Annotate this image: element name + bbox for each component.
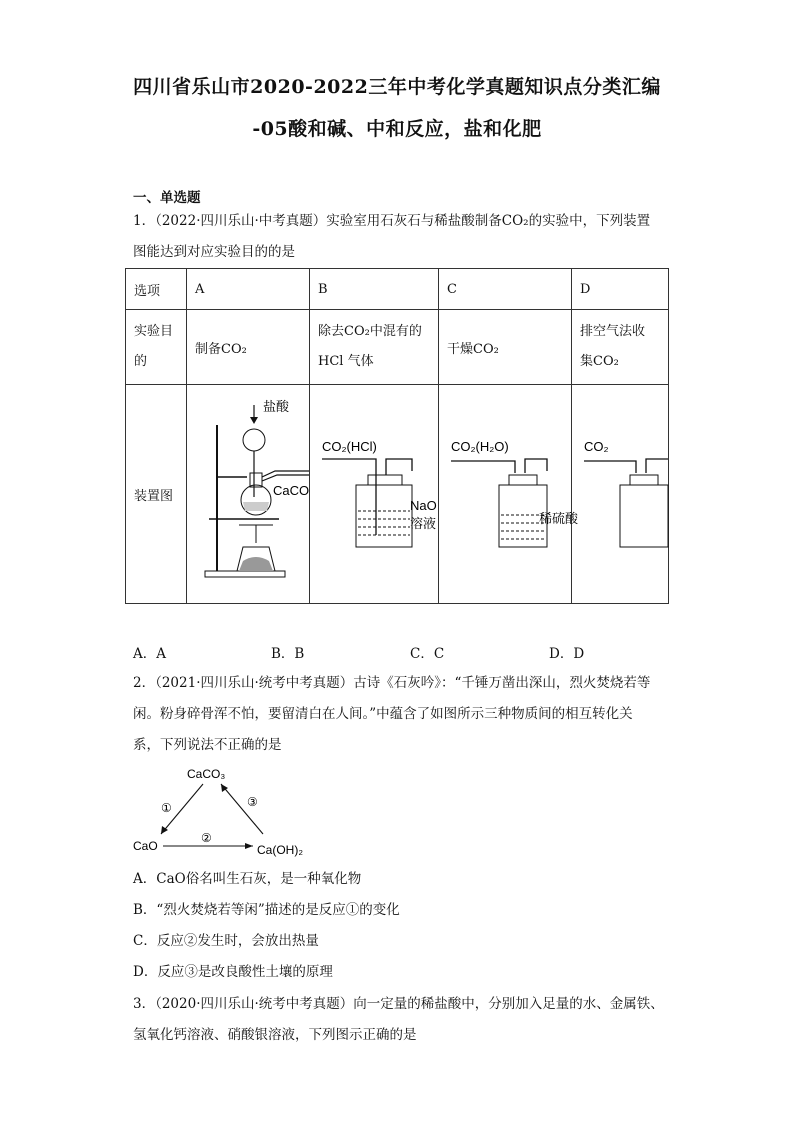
q3-stem-line-2: 氢氧化钙溶液、硝酸银溶液，下列图示正确的是 — [133, 1027, 417, 1043]
label-co2-d: CO₂ — [584, 439, 609, 454]
delivery-tube-inner — [262, 475, 309, 481]
gas-washing-bottle — [356, 485, 412, 547]
q1-answer-c: C．C — [410, 646, 445, 662]
q2-choice-a: A．CaO俗名叫生石灰，是一种氧化物 — [133, 871, 362, 887]
inlet-tube — [322, 459, 376, 535]
q1-stem-line-1: 1．（2022·四川乐山·中考真题）实验室用石灰石与稀盐酸制备CO₂的实验中，下列装置 — [133, 213, 651, 229]
apparatus-d-diagram — [572, 385, 668, 603]
q2-choice-d: D．反应③是改良酸性土壤的原理 — [133, 964, 333, 980]
label-caco3: CaCO — [273, 483, 310, 498]
row-header-apparatus: 装置图 — [126, 385, 187, 604]
apparatus-c-cell — [439, 385, 579, 604]
bottle-stopper-c — [509, 475, 537, 485]
q1-answer-b: B．B — [271, 646, 305, 662]
purpose-b-line-1: 除去CO₂中混有的 — [318, 324, 422, 339]
purpose-b-cell — [310, 310, 439, 385]
label-dilute-sulfuric-acid: 稀硫酸 — [539, 511, 579, 526]
q3-stem-line-1: 3．（2020·四川乐山·统考中考真题）向一定量的稀盐酸中，分别加入足量的水、金属铁、 — [133, 996, 664, 1012]
inlet-tube-short — [451, 461, 515, 473]
page-title-line-1: 四川省乐山市2020-2022三年中考化学真题知识点分类汇编 — [133, 76, 661, 98]
bottle-stopper — [368, 475, 402, 485]
label-co2-hcl: CO₂(HCl) — [322, 439, 377, 454]
outlet-tube-short — [525, 459, 547, 473]
option-b-cell: B — [310, 269, 439, 310]
separatory-funnel-bulb — [243, 429, 265, 451]
outlet-tube — [386, 459, 412, 475]
acid-arrow-head-icon — [250, 417, 258, 424]
page-title-line-2: -05酸和碱、中和反应，盐和化肥 — [252, 118, 542, 140]
bottle-stopper-d — [630, 475, 658, 485]
label-naoh: NaO — [410, 498, 437, 513]
section-heading: 一、单选题 — [133, 190, 201, 206]
arrow-2-head-icon — [245, 843, 253, 849]
apparatus-a-cell — [187, 385, 310, 604]
liquid-lines — [358, 511, 410, 535]
arrow-3 — [221, 784, 263, 834]
purpose-a-cell: 制备CO₂ — [187, 310, 310, 385]
apparatus-b-diagram — [310, 385, 438, 603]
arrow-1-label: ① — [161, 801, 172, 815]
node-caco3: CaCO₃ — [187, 767, 226, 781]
q1-answer-a: A．A — [133, 646, 166, 662]
outlet-tube-d — [646, 459, 668, 473]
option-c-cell: C — [439, 269, 572, 310]
q2-stem-line-1: 2．（2021·四川乐山·统考中考真题）古诗《石灰吟》：“千锤万凿出深山，烈火焚烧若等 — [133, 675, 651, 691]
flask-solid — [243, 502, 269, 511]
delivery-tube — [262, 471, 309, 477]
node-caoh2: Ca(OH)₂ — [257, 843, 303, 857]
option-a-cell: A — [187, 269, 310, 310]
purpose-d-line-1: 排空气法收 — [580, 324, 646, 339]
arrow-3-label: ③ — [247, 795, 258, 809]
apparatus-d-cell — [572, 385, 669, 604]
stand-base — [205, 571, 285, 577]
arrow-2-label: ② — [201, 831, 212, 845]
apparatus-a-diagram — [187, 385, 309, 603]
q2-choice-c: C．反应②发生时，会放出热量 — [133, 933, 319, 949]
row-header-purpose-line-1: 实验目 — [134, 324, 174, 339]
purpose-b-line-2: HCl 气体 — [318, 354, 374, 369]
q2-choice-b: B．“烈火焚烧若等闲”描述的是反应①的变化 — [133, 902, 400, 918]
row-header-option: 选项 — [126, 269, 187, 310]
q1-answer-d: D．D — [549, 646, 585, 662]
lamp-fuel — [239, 557, 273, 571]
collecting-bottle — [620, 485, 668, 547]
option-d-cell: D — [572, 269, 669, 310]
purpose-d-line-2: 集CO₂ — [580, 354, 619, 369]
apparatus-b-cell — [310, 385, 439, 604]
apparatus-c-diagram — [439, 385, 579, 603]
label-solution: 溶液 — [410, 516, 437, 531]
q1-table — [125, 268, 669, 604]
label-hydrochloric-acid: 盐酸 — [263, 399, 290, 414]
purpose-d-cell — [572, 310, 669, 385]
q2-conversion-diagram — [125, 760, 325, 860]
q2-stem-line-3: 系，下列说法不正确的是 — [133, 737, 282, 753]
node-cao: CaO — [133, 839, 158, 853]
label-co2-h2o: CO₂(H₂O) — [451, 439, 509, 454]
q2-stem-line-2: 闲。粉身碎骨浑不怕，要留清白在人间。”中蕴含了如图所示三种物质间的相互转化关 — [133, 706, 633, 722]
row-header-purpose — [126, 310, 187, 385]
row-header-purpose-line-2: 的 — [134, 354, 148, 369]
purpose-c-cell: 干燥CO₂ — [439, 310, 572, 385]
inlet-tube-d — [584, 461, 636, 473]
q1-stem-line-2: 图能达到对应实验目的的是 — [133, 244, 295, 260]
